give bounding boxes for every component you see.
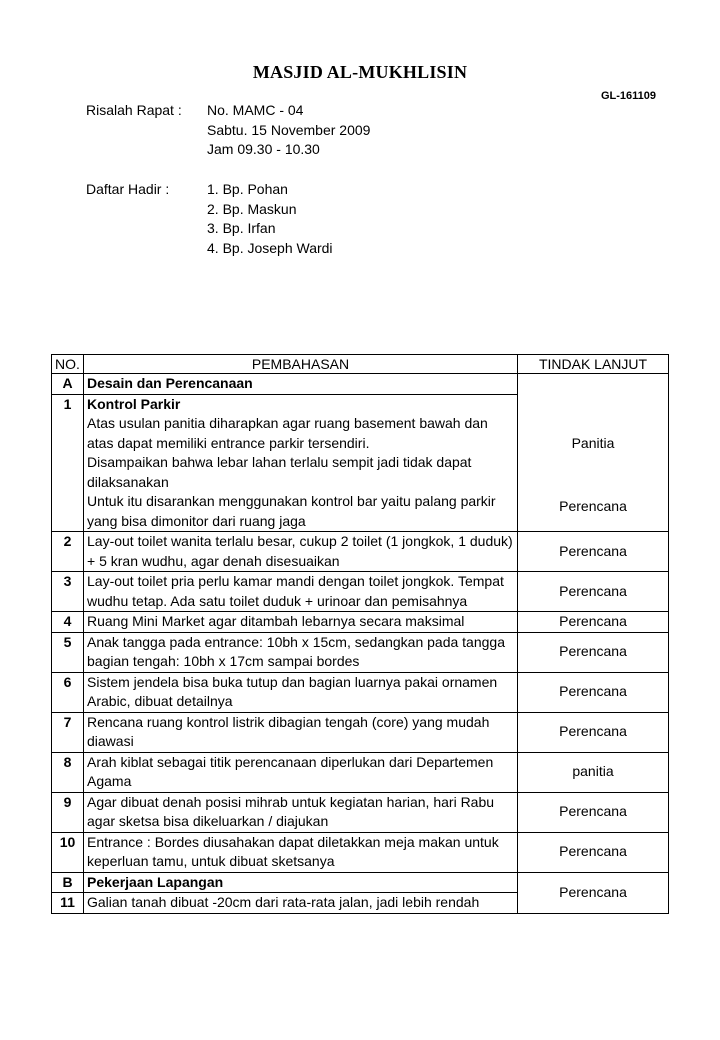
table-row <box>52 612 669 633</box>
row-no: 5 <box>52 632 84 672</box>
section-title: Desain dan Perencanaan <box>84 374 518 395</box>
row-no: 7 <box>52 712 84 752</box>
row-no: 9 <box>52 792 84 832</box>
row-no: 8 <box>52 752 84 792</box>
action-value: Perencana <box>518 632 669 672</box>
section-title: Pekerjaan Lapangan <box>84 872 518 893</box>
attendee: 2. Bp. Maskun <box>207 200 297 217</box>
action-value: Perencana <box>518 612 669 633</box>
row-text: Agar dibuat denah posisi mihrab untuk kegiatan harian, hari Rabu agar sketsa bisa dikeluarkan / diajukan <box>84 792 518 832</box>
document-code: GL-161109 <box>600 90 656 102</box>
action-value: Perencana <box>518 532 669 572</box>
row-text: Rencana ruang kontrol listrik dibagian tengah (core) yang mudah diawasi <box>84 712 518 752</box>
action-value: Perencana <box>518 792 669 832</box>
attendance-label: Daftar Hadir : <box>86 181 170 197</box>
row-title: Kontrol Parkir <box>87 395 181 412</box>
row-text: Disampaikan bahwa lebar lahan terlalu sempit jadi tidak dapat dilaksanakan <box>87 454 472 490</box>
table-row <box>52 712 669 752</box>
row-no: 2 <box>52 532 84 572</box>
row-no: 11 <box>52 893 84 914</box>
action-value: Perencana <box>518 572 669 612</box>
table-row <box>52 532 669 572</box>
page-title: MASJID AL-MUKHLISIN <box>252 62 468 82</box>
row-text: Ruang Mini Market agar ditambah lebarnya secara maksimal <box>84 612 518 633</box>
table-row <box>52 832 669 872</box>
action-value: Perencana <box>518 712 669 752</box>
header-pembahasan: PEMBAHASAN <box>84 355 518 374</box>
action-value: panitia <box>518 752 669 792</box>
table-row <box>52 632 669 672</box>
action-value: Perencana <box>518 872 669 913</box>
row-text: Arah kiblat sebagai titik perencanaan diperlukan dari Departemen Agama <box>84 752 518 792</box>
table-header-row <box>52 355 669 374</box>
header-tindak-lanjut: TINDAK LANJUT <box>518 355 669 374</box>
row-text: Galian tanah dibuat -20cm dari rata-rata jalan, jadi lebih rendah <box>84 893 518 914</box>
action-cell <box>518 374 669 532</box>
row-text: Lay-out toilet pria perlu kamar mandi dengan toilet jongkok. Tempat wudhu tetap. Ada satu toilet duduk + urinoar dan pemisahnya <box>84 572 518 612</box>
row-no: 6 <box>52 672 84 712</box>
attendee: 3. Bp. Irfan <box>207 220 276 236</box>
meeting-number: No. MAMC - 04 <box>207 102 304 118</box>
section-no: B <box>52 872 84 893</box>
section-row <box>52 872 669 893</box>
section-no: A <box>52 374 84 395</box>
row-no: 3 <box>52 572 84 612</box>
section-row <box>52 374 669 395</box>
row-content <box>84 394 518 532</box>
minutes-table <box>51 354 669 914</box>
table-row <box>52 752 669 792</box>
table-row <box>52 572 669 612</box>
row-text: Sistem jendela bisa buka tutup dan bagian luarnya pakai ornamen Arabic, dibuat detailnya <box>84 672 518 712</box>
action-value: Panitia <box>571 435 615 451</box>
row-no: 1 <box>52 394 84 532</box>
row-no: 4 <box>52 612 84 633</box>
row-text: Entrance : Bordes diusahakan dapat diletakkan meja makan untuk keperluan tamu, untuk dibuat sketsanya <box>84 832 518 872</box>
action-value: Perencana <box>518 832 669 872</box>
meeting-time: Jam 09.30 - 10.30 <box>207 141 320 157</box>
table-row <box>52 792 669 832</box>
header-no: NO. <box>52 355 84 374</box>
row-text: Untuk itu disarankan menggunakan kontrol bar yaitu palang parkir yang bisa dimonitor dari ruang jaga <box>87 493 496 529</box>
action-value: Perencana <box>559 498 627 514</box>
row-text: Lay-out toilet wanita terlalu besar, cukup 2 toilet (1 jongkok, 1 duduk) + 5 kran wudhu, agar denah disesuaikan <box>84 532 518 572</box>
action-value: Perencana <box>518 672 669 712</box>
row-text: Anak tangga pada entrance: 10bh x 15cm, sedangkan pada tangga bagian tengah: 10bh x 17cm sampai bordes <box>84 632 518 672</box>
row-text: Atas usulan panitia diharapkan agar ruang basement bawah dan atas dapat memiliki entrance parkir tersendiri. <box>87 415 488 451</box>
table-row <box>52 672 669 712</box>
meeting-date: Sabtu. 15 November 2009 <box>207 121 371 138</box>
attendee: 4. Bp. Joseph Wardi <box>207 239 333 256</box>
row-no: 10 <box>52 832 84 872</box>
attendee: 1. Bp. Pohan <box>207 181 288 197</box>
meeting-label: Risalah Rapat : <box>86 102 182 118</box>
